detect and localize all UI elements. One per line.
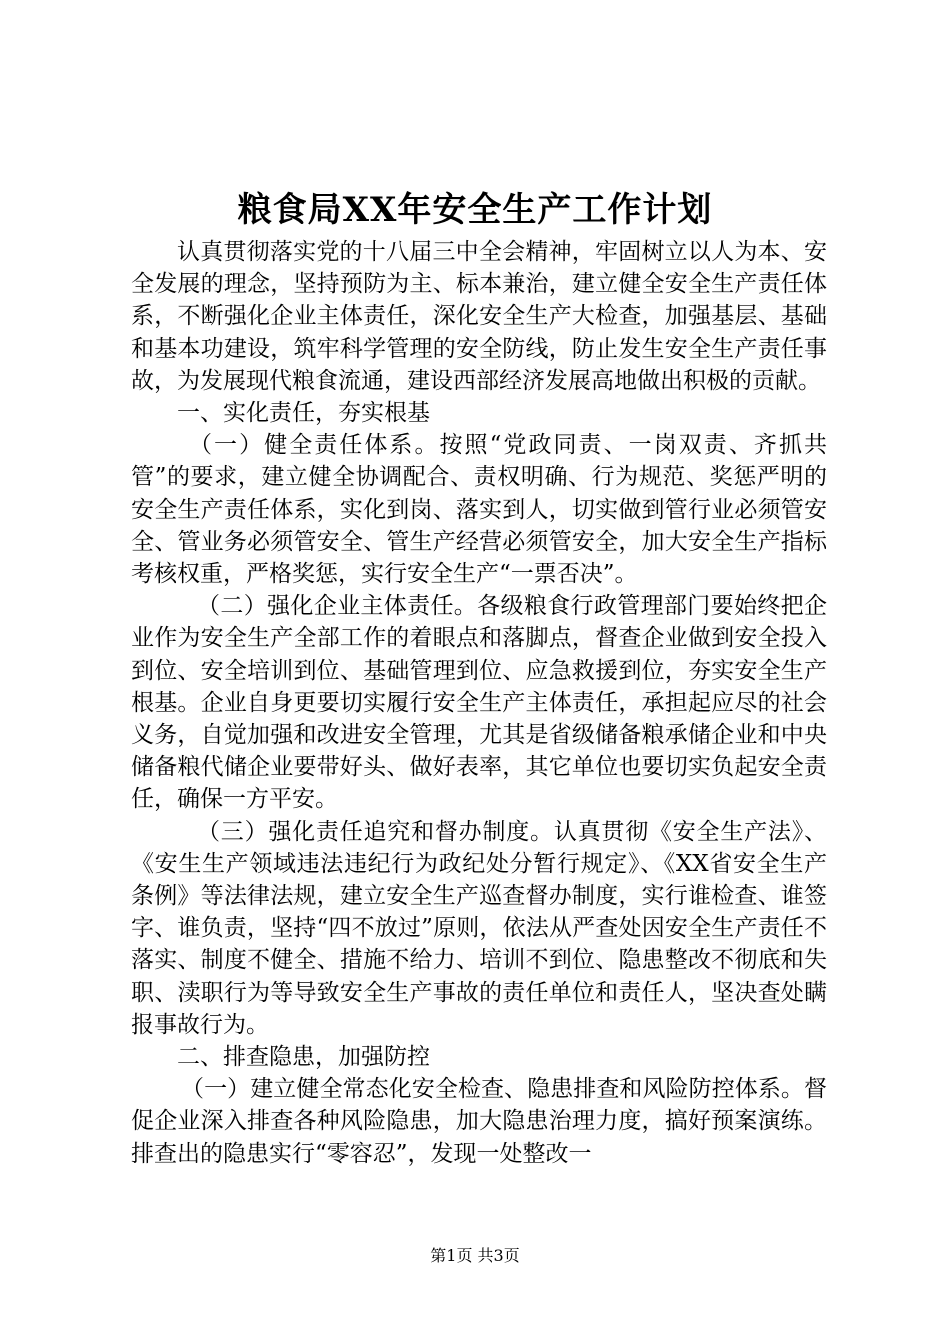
subsection-1-3: （三）强化责任追究和督办制度。认真贯彻《安全生产法》、《安生生产领域违法违纪行为政纪处分暂行规定》、《XX省安全生产条例》等法律法规，建立安全生产巡查督办制度，实行谁检查、谁签字、谁负责，坚持“四不放过”原则，依法从严查处因安全生产责任不落实、制度不健全、措施不给力、培训不到位、隐患整改不彻底和失职、渎职行为等导致安全生产事故的责任单位和责任人，坚决查处瞒报事故行为。	[131, 818, 827, 1038]
document-title: 粮食局XX年安全生产工作计划	[237, 190, 713, 230]
section-heading-1: 一、实化责任，夯实根基	[177, 400, 430, 427]
subsection-1-2: （二）强化企业主体责任。各级粮食行政管理部门要始终把企业作为安全生产全部工作的着眼点和落脚点，督查企业做到安全投入到位、安全培训到位、基础管理到位、应急救援到位，夯实安全生产根基。企业自身更要切实履行安全生产主体责任，承担起应尽的社会义务，自觉加强和改进安全管理，尤其是省级储备粮承储企业和中央储备粮代储企业要带好头、做好表率，其它单位也要切实负起安全责任，确保一方平安。	[131, 593, 827, 813]
subsection-2-1: （一）建立健全常态化安全检查、隐患排查和风险防控体系。督促企业深入排查各种风险隐患，加大隐患治理力度，搞好预案演练。排查出的隐患实行“零容忍”，发现一处整改一	[131, 1076, 827, 1167]
section-heading-2: 二、排查隐患，加强防控	[177, 1044, 430, 1071]
subsection-1-1: （一）健全责任体系。按照“党政同责、一岗双责、齐抓共管”的要求，建立健全协调配合、责权明确、行为规范、奖惩严明的安全生产责任体系，实化到岗、落实到人，切实做到管行业必须管安全、管业务必须管安全、管生产经营必须管安全，加大安全生产指标考核权重，严格奖惩，实行安全生产“一票否决”。	[131, 432, 827, 588]
intro-paragraph: 认真贯彻落实党的十八届三中全会精神，牢固树立以人为本、安全发展的理念，坚持预防为主、标本兼治，建立健全安全生产责任体系，不断强化企业主体责任，深化安全生产大检查，加强基层、基础和基本功建设，筑牢科学管理的安全防线，防止发生安全生产责任事故，为发展现代粮食流通，建设西部经济发展高地做出积极的贡献。	[131, 239, 827, 394]
page-number-footer: 第1页 共3页	[430, 1246, 520, 1265]
document-body	[131, 236, 827, 1170]
